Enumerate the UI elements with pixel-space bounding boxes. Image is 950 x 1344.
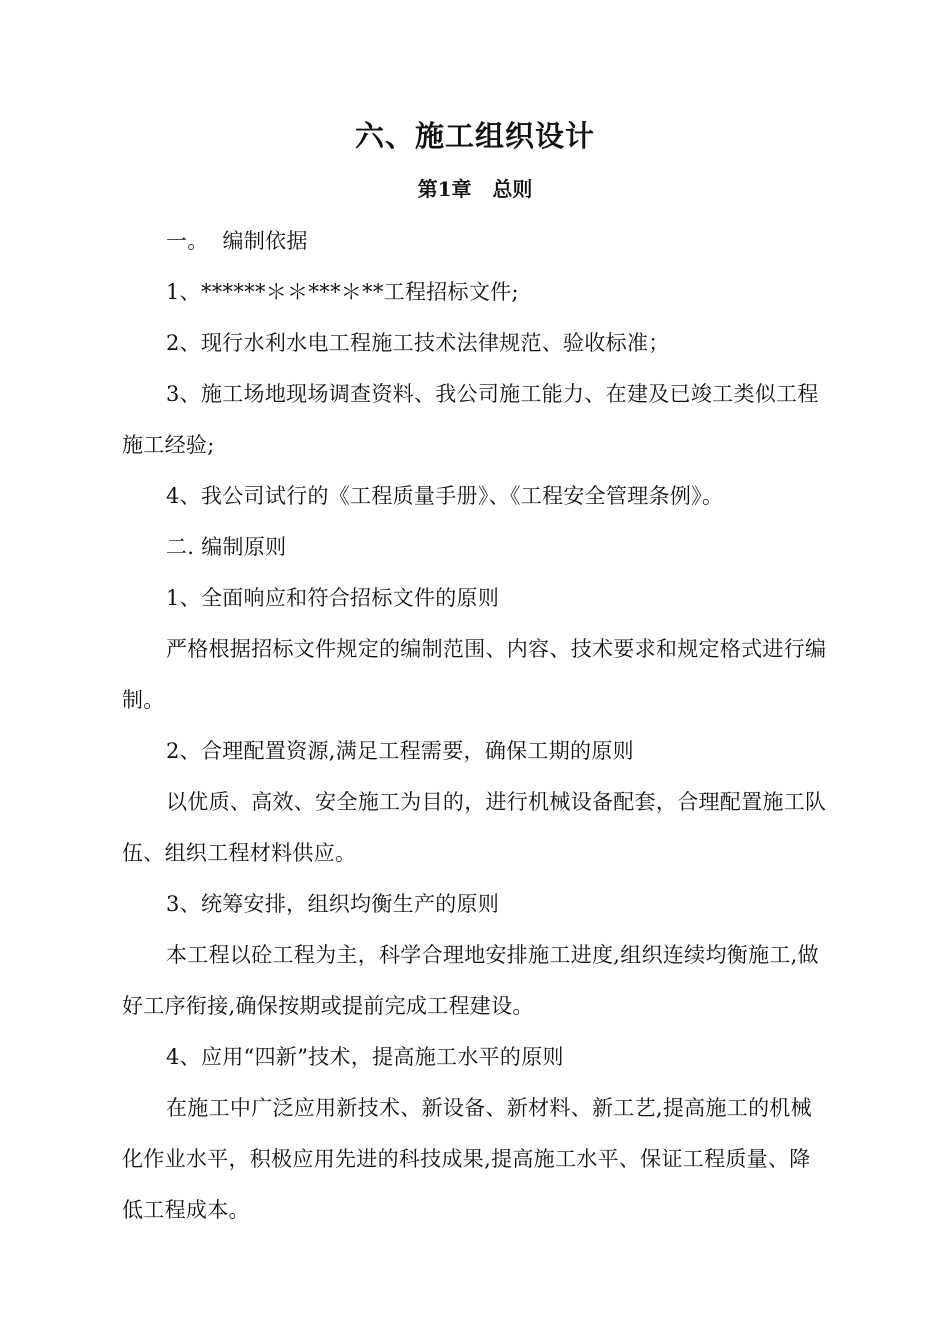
paragraph: 在施工中广泛应用新技术、新设备、新材料、新工艺,提高施工的机械 <box>166 1096 812 1120</box>
paragraph-continuation: 低工程成本。 <box>122 1198 250 1222</box>
paragraph-continuation: 好工序衔接,确保按期或提前完成工程建设。 <box>122 994 534 1018</box>
principle-heading: 3、统筹安排，组织均衡生产的原则 <box>166 892 500 916</box>
paragraph-continuation: 伍、组织工程材料供应。 <box>122 841 357 865</box>
chapter-heading: 第1章 总则 <box>417 177 533 201</box>
list-item: 1、******＊＊***＊**工程招标文件; <box>166 280 519 304</box>
section-heading-basis: 一。 编制依据 <box>166 229 308 253</box>
principle-heading: 2、合理配置资源,满足工程需要，确保工期的原则 <box>166 739 634 763</box>
paragraph-continuation: 施工经验; <box>122 433 215 457</box>
list-item: 3、施工场地现场调查资料、我公司施工能力、在建及已竣工类似工程 <box>166 382 819 406</box>
principle-heading: 4、应用“四新”技术，提高施工水平的原则 <box>166 1045 564 1069</box>
paragraph-continuation: 制。 <box>122 688 165 712</box>
paragraph-continuation: 化作业水平，积极应用先进的科技成果,提高施工水平、保证工程质量、降 <box>122 1147 811 1171</box>
paragraph: 以优质、高效、安全施工为目的，进行机械设备配套，合理配置施工队 <box>166 790 827 814</box>
section-heading-principles: 二. 编制原则 <box>166 535 287 559</box>
paragraph: 本工程以砼工程为主，科学合理地安排施工进度,组织连续均衡施工,做 <box>166 943 819 967</box>
principle-heading: 1、全面响应和符合招标文件的原则 <box>166 586 500 610</box>
list-item: 2、现行水利水电工程施工技术法律规范、验收标准； <box>166 331 670 355</box>
list-item: 4、我公司试行的《工程质量手册》、《工程安全管理条例》。 <box>166 484 724 508</box>
document-title: 六、施工组织设计 <box>354 119 595 153</box>
paragraph: 严格根据招标文件规定的编制范围、内容、技术要求和规定格式进行编 <box>166 637 827 661</box>
